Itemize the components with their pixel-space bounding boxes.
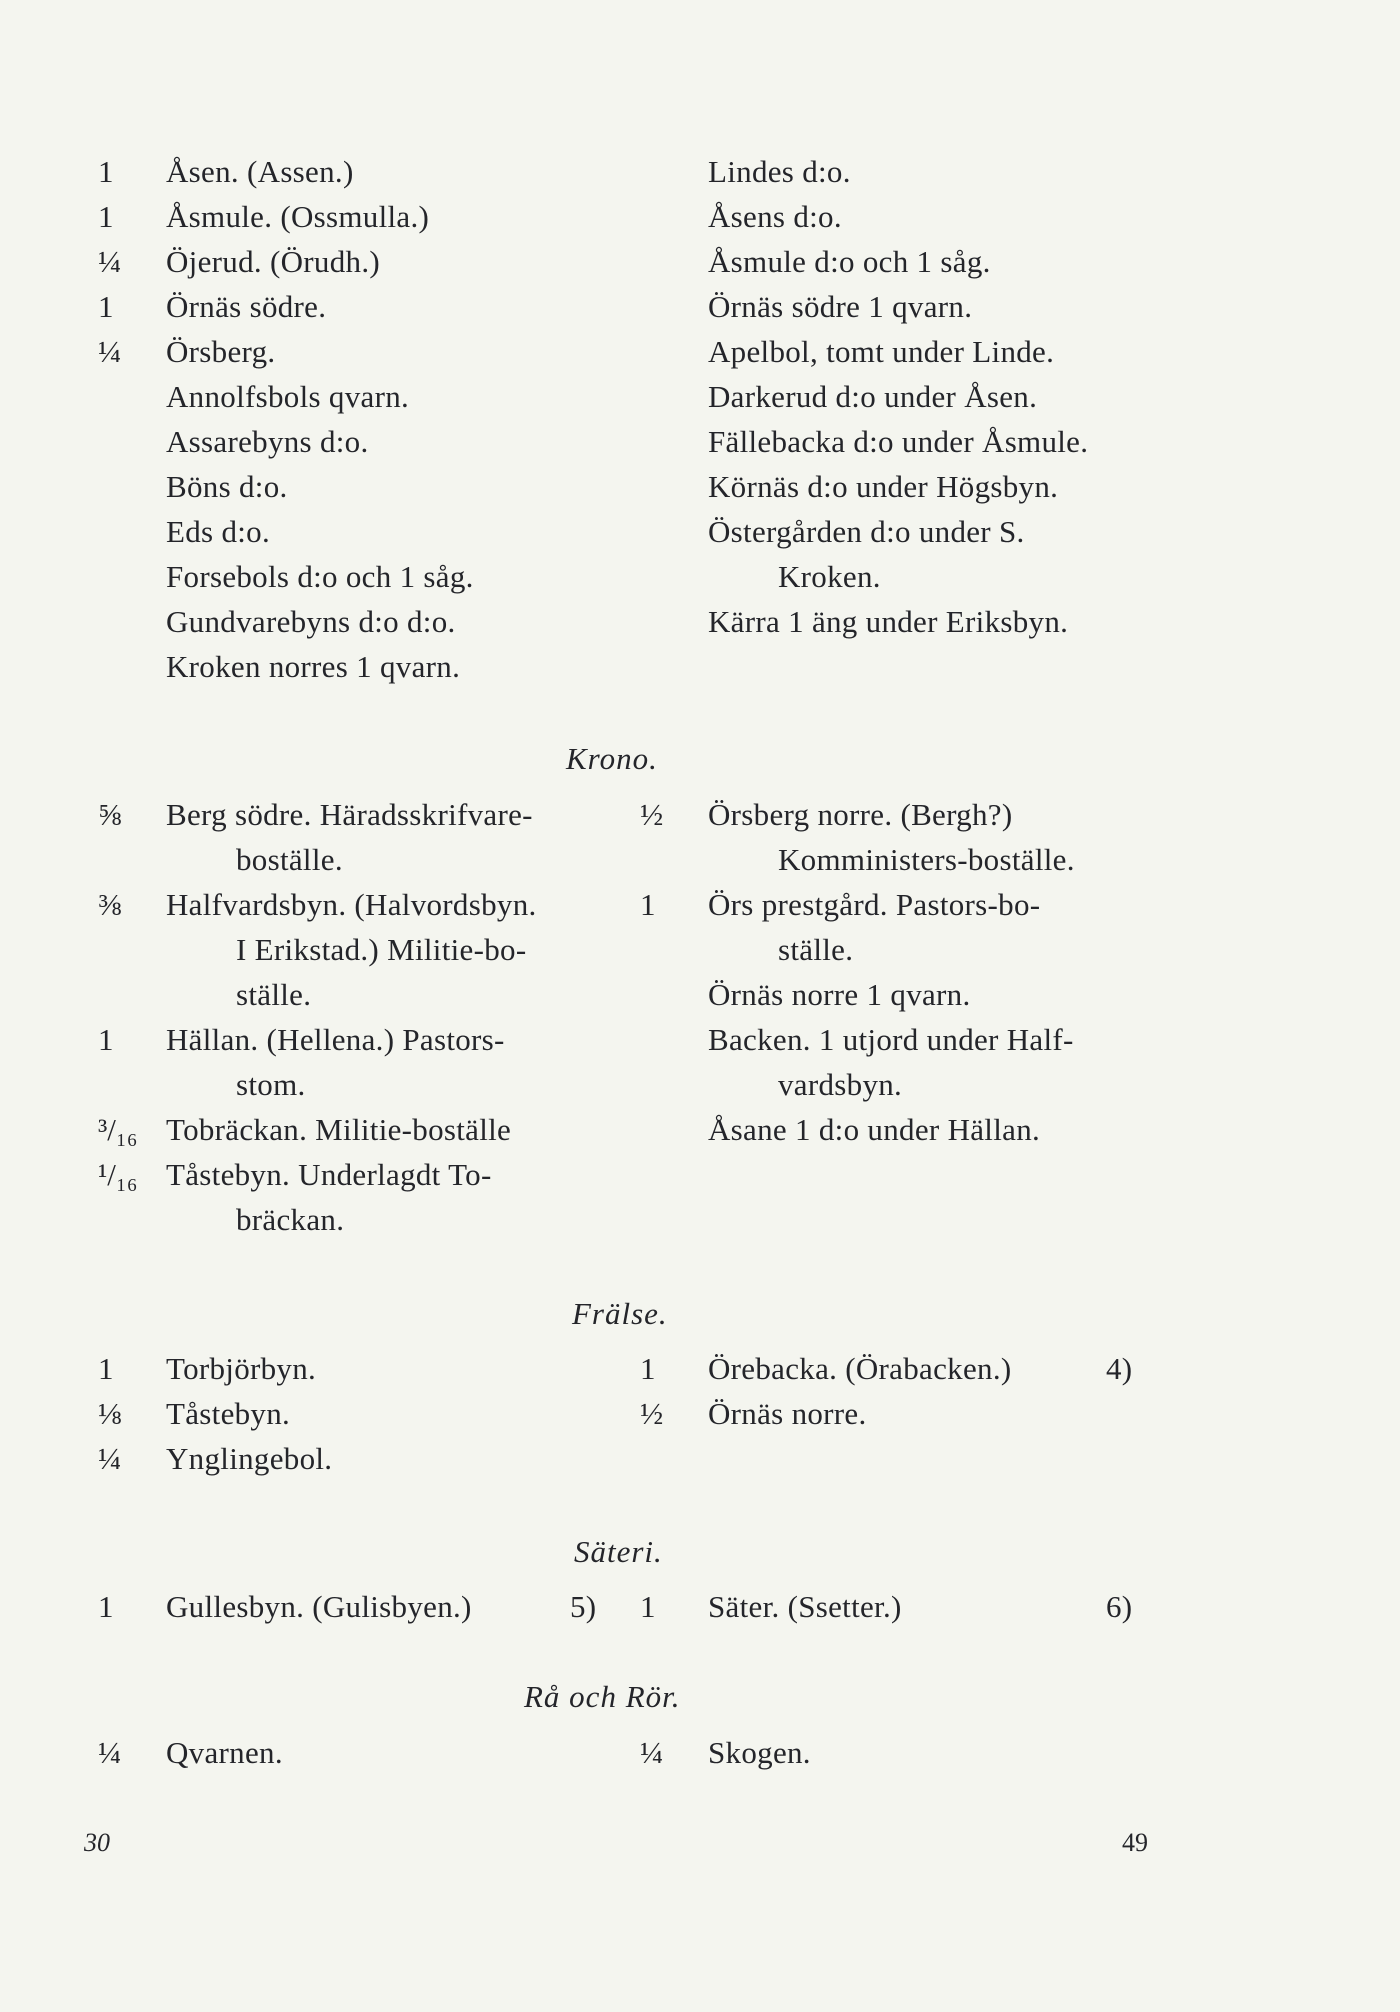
- entry: Assarebyns d:o.: [166, 424, 369, 459]
- fraction: ⅝: [98, 797, 122, 832]
- entry: boställe.: [236, 842, 343, 877]
- fraction: 1: [640, 1351, 656, 1386]
- entry: Gundvarebyns d:o d:o.: [166, 604, 456, 639]
- entry: Kroken norres 1 qvarn.: [166, 649, 461, 684]
- entry: Kroken.: [778, 559, 881, 594]
- entry: Örebacka. (Örabacken.): [708, 1351, 1012, 1386]
- fraction: ¼: [98, 1441, 122, 1476]
- entry: ställe.: [236, 977, 312, 1012]
- entry: Tåstebyn. Underlagdt To-: [166, 1157, 492, 1192]
- fraction: ¹/₁₆: [98, 1157, 138, 1192]
- fraction: ⅛: [98, 1396, 122, 1431]
- fraction: ½: [640, 797, 664, 832]
- fraction: ³/₁₆: [98, 1112, 138, 1147]
- entry: Åsens d:o.: [708, 199, 842, 234]
- entry: ställe.: [778, 932, 854, 967]
- fraction: 1: [98, 154, 114, 189]
- entry: Tobräckan. Militie-boställe: [166, 1112, 512, 1147]
- section-heading-fralse: Frälse.: [572, 1296, 668, 1331]
- fraction: ¼: [98, 244, 122, 279]
- entry: Åsmule d:o och 1 såg.: [708, 244, 991, 279]
- footnote-marker: 6): [1106, 1589, 1133, 1624]
- section-heading-sateri: Säteri.: [574, 1534, 663, 1569]
- entry: Åsmule. (Ossmulla.): [166, 199, 430, 234]
- entry: Komministers-boställe.: [778, 842, 1075, 877]
- entry: Ynglingebol.: [166, 1441, 333, 1476]
- entry: Qvarnen.: [166, 1735, 283, 1770]
- entry: Åsen. (Assen.): [166, 154, 354, 189]
- footnote-marker: 4): [1106, 1351, 1133, 1386]
- entry: Örs prestgård. Pastors-bo-: [708, 887, 1041, 922]
- section-heading-krono: Krono.: [566, 741, 658, 776]
- entry: Hällan. (Hellena.) Pastors-: [166, 1022, 505, 1057]
- entry: Örnäs södre.: [166, 289, 327, 324]
- fraction: ¼: [98, 1735, 122, 1770]
- fraction: 1: [640, 887, 656, 922]
- entry: Forsebols d:o och 1 såg.: [166, 559, 474, 594]
- fraction: ½: [640, 1396, 664, 1431]
- entry: Apelbol, tomt under Linde.: [708, 334, 1055, 369]
- fraction: 1: [640, 1589, 656, 1624]
- entry: Annolfsbols qvarn.: [166, 379, 410, 414]
- entry: Böns d:o.: [166, 469, 288, 504]
- entry: Örnäs södre 1 qvarn.: [708, 289, 973, 324]
- entry: Skogen.: [708, 1735, 811, 1770]
- entry: Örnäs norre.: [708, 1396, 867, 1431]
- entry: Backen. 1 utjord under Half-: [708, 1022, 1074, 1057]
- entry: Berg södre. Häradsskrifvare-: [166, 797, 533, 832]
- entry: Darkerud d:o under Åsen.: [708, 379, 1038, 414]
- entry: stom.: [236, 1067, 306, 1102]
- fraction: ¼: [640, 1735, 664, 1770]
- entry: Körnäs d:o under Högsbyn.: [708, 469, 1059, 504]
- fraction: 1: [98, 1351, 114, 1386]
- fraction: ¼: [98, 334, 122, 369]
- fraction: ⅜: [98, 887, 122, 922]
- fraction: 1: [98, 1022, 114, 1057]
- entry: Säter. (Ssetter.): [708, 1589, 902, 1624]
- entry: Åsane 1 d:o under Hällan.: [708, 1112, 1041, 1147]
- entry: Örsberg norre. (Bergh?): [708, 797, 1013, 832]
- entry: Östergården d:o under S.: [708, 514, 1025, 549]
- entry: Eds d:o.: [166, 514, 271, 549]
- entry: Öjerud. (Örudh.): [166, 244, 380, 279]
- entry: Halfvardsbyn. (Halvordsbyn.: [166, 887, 537, 922]
- entry: Lindes d:o.: [708, 154, 851, 189]
- footnote-marker: 5): [570, 1589, 597, 1624]
- entry: Örnäs norre 1 qvarn.: [708, 977, 971, 1012]
- entry: Torbjörbyn.: [166, 1351, 317, 1386]
- entry: Gullesbyn. (Gulisbyen.): [166, 1589, 472, 1624]
- entry: bräckan.: [236, 1202, 345, 1237]
- entry: I Erikstad.) Militie-bo-: [236, 932, 527, 967]
- fraction: 1: [98, 199, 114, 234]
- page-number: 49: [1122, 1828, 1148, 1857]
- fraction: 1: [98, 289, 114, 324]
- footer-left-number: 30: [84, 1828, 110, 1857]
- section-heading-ra-och-ror: Rå och Rör.: [524, 1679, 681, 1714]
- entry: Fällebacka d:o under Åsmule.: [708, 424, 1089, 459]
- entry: Kärra 1 äng under Eriksbyn.: [708, 604, 1069, 639]
- entry: Örsberg.: [166, 334, 276, 369]
- entry: Tåstebyn.: [166, 1396, 291, 1431]
- fraction: 1: [98, 1589, 114, 1624]
- entry: vardsbyn.: [778, 1067, 903, 1102]
